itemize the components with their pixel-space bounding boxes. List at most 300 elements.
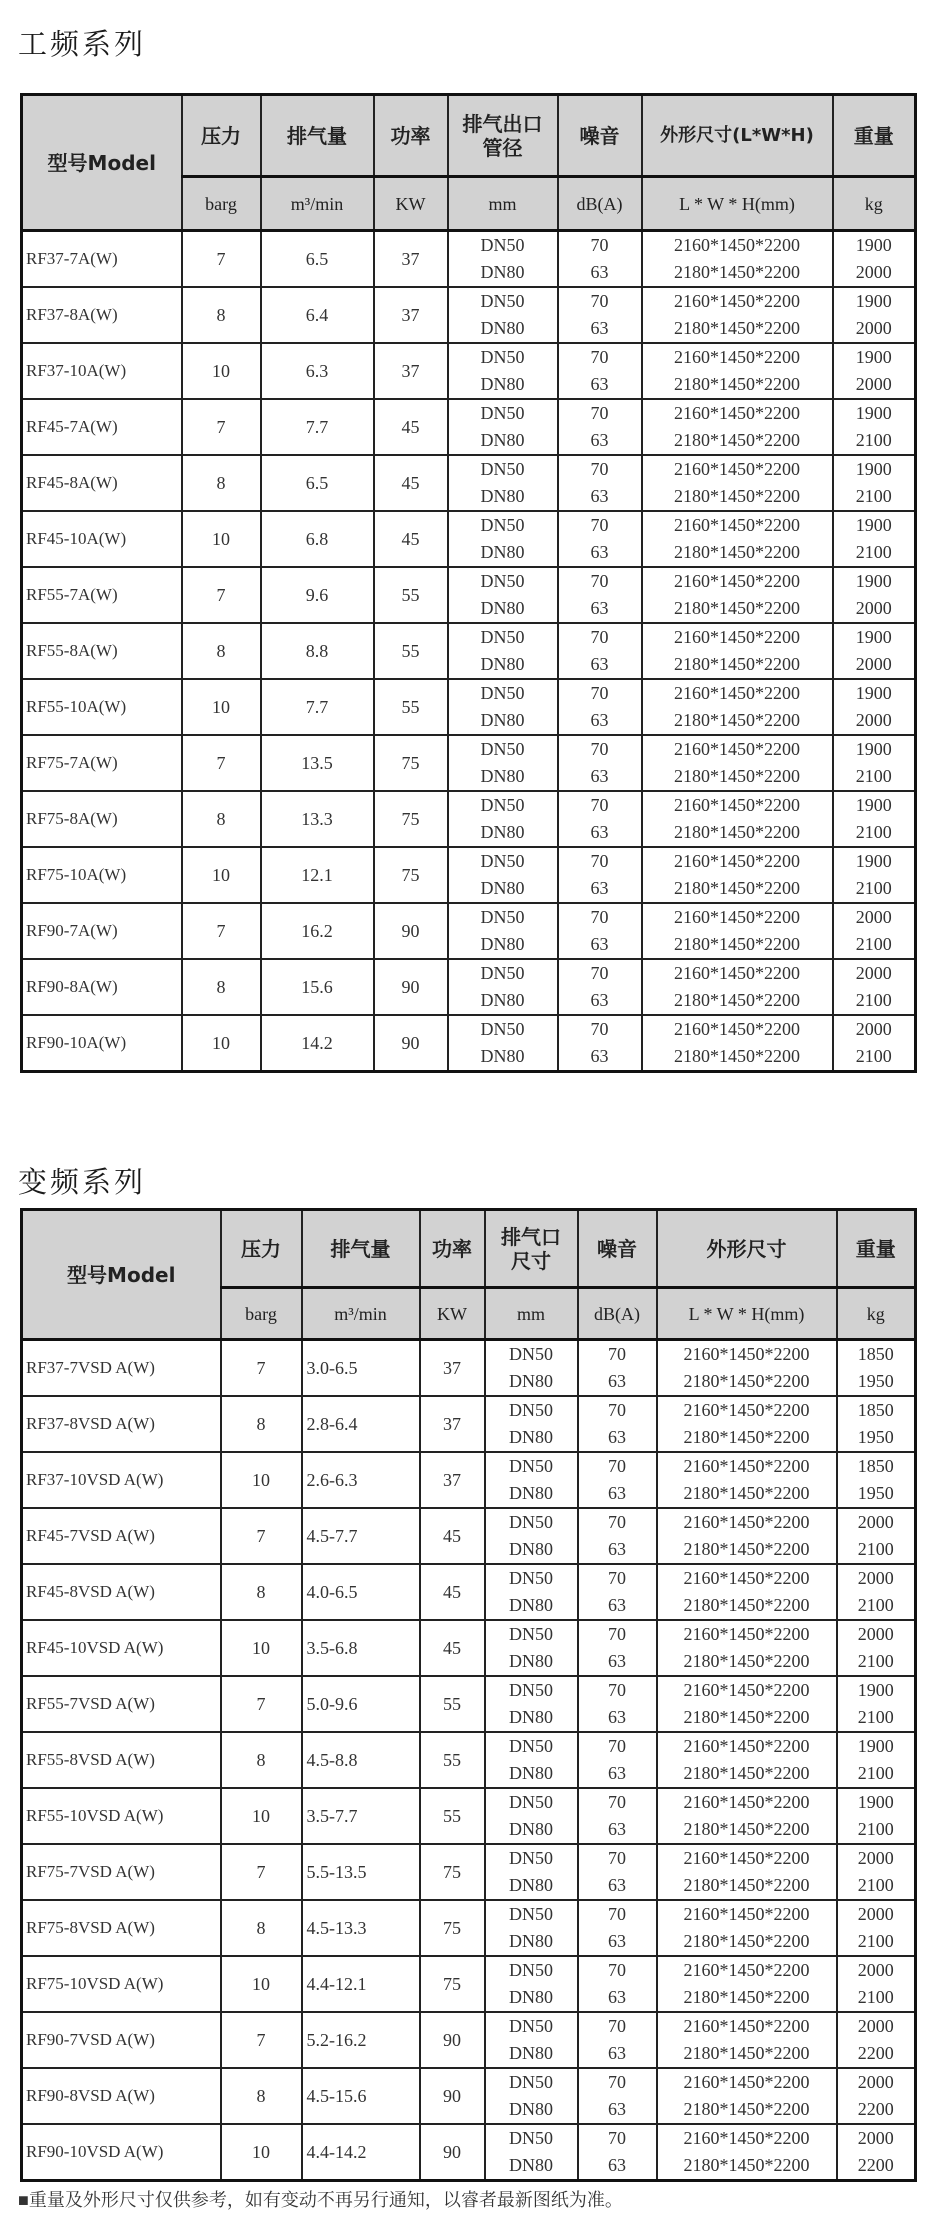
- dims-line: 2180*1450*2200: [683, 1819, 810, 1839]
- cell-outlet: [448, 847, 558, 903]
- table-row: [22, 959, 916, 1015]
- table-row: [22, 2068, 916, 2124]
- cell-dims: [657, 1788, 837, 1844]
- cell-flow: 15.6: [261, 959, 374, 1015]
- cell-pressure: 8: [182, 623, 261, 679]
- cell-dims: [642, 903, 833, 959]
- weight-line: 2000: [855, 1019, 892, 1039]
- outlet-line: DN80: [509, 1595, 553, 1615]
- dims-line: 2160*1450*2200: [683, 1960, 810, 1980]
- outlet-line: DN50: [480, 571, 525, 591]
- weight-line: 2100: [855, 990, 892, 1010]
- table-body: [22, 1340, 916, 2181]
- cell-weight: [837, 2068, 916, 2124]
- cell-flow: 13.5: [261, 735, 374, 791]
- noise-line: 63: [608, 2099, 626, 2119]
- cell-model: RF75-8VSD A(W): [22, 1900, 221, 1956]
- cell-power: 45: [374, 455, 448, 511]
- cell-power: 90: [374, 1015, 448, 1072]
- cell-flow: 8.8: [261, 623, 374, 679]
- cell-model: RF90-10A(W): [22, 1015, 182, 1072]
- weight-line: 1950: [857, 1483, 894, 1503]
- outlet-line: DN50: [480, 963, 525, 983]
- cell-model: RF37-8A(W): [22, 287, 182, 343]
- table-row: [22, 1620, 916, 1676]
- cell-weight: [833, 1015, 916, 1072]
- cell-model: RF45-8VSD A(W): [22, 1564, 221, 1620]
- cell-pressure: 7: [182, 567, 261, 623]
- weight-line: 2100: [855, 766, 892, 786]
- weight-line: 2200: [857, 2043, 894, 2063]
- cell-flow: 6.3: [261, 343, 374, 399]
- noise-line: 70: [590, 795, 609, 815]
- cell-outlet: [448, 343, 558, 399]
- header-pressure: 压力: [221, 1210, 302, 1288]
- noise-line: 63: [590, 654, 609, 674]
- outlet-line: DN80: [480, 598, 525, 618]
- cell-outlet: [448, 679, 558, 735]
- cell-flow: 4.5-7.7: [302, 1508, 420, 1564]
- dims-line: 2180*1450*2200: [683, 1987, 810, 2007]
- noise-line: 70: [590, 571, 609, 591]
- unit-power: KW: [374, 177, 448, 231]
- cell-noise: [578, 1844, 657, 1900]
- dims-line: 2180*1450*2200: [674, 766, 800, 786]
- dims-line: 2180*1450*2200: [674, 654, 800, 674]
- weight-line: 2000: [855, 374, 892, 394]
- outlet-line: DN50: [509, 1568, 553, 1588]
- table-row: [22, 511, 916, 567]
- noise-line: 70: [608, 1680, 626, 1700]
- weight-line: 2100: [855, 542, 892, 562]
- cell-pressure: 7: [221, 1844, 302, 1900]
- footnote: ■重量及外形尺寸仅供参考，如有变动不再另行通知，以睿者最新图纸为准。: [18, 2190, 623, 2210]
- noise-line: 63: [590, 934, 609, 954]
- weight-line: 2100: [855, 1046, 892, 1066]
- dims-line: 2180*1450*2200: [683, 1595, 810, 1615]
- dims-line: 2180*1450*2200: [683, 2155, 810, 2175]
- weight-line: 2100: [855, 430, 892, 450]
- noise-line: 70: [590, 1019, 609, 1039]
- cell-outlet: [485, 1844, 578, 1900]
- weight-line: 2100: [855, 878, 892, 898]
- noise-line: 70: [608, 1736, 626, 1756]
- cell-outlet: [448, 623, 558, 679]
- unit-flow: m³/min: [261, 177, 374, 231]
- dims-line: 2180*1450*2200: [683, 1651, 810, 1671]
- cell-model: RF90-7A(W): [22, 903, 182, 959]
- cell-dims: [657, 1732, 837, 1788]
- cell-flow: 6.4: [261, 287, 374, 343]
- cell-noise: [578, 2124, 657, 2181]
- dims-line: 2180*1450*2200: [674, 1046, 800, 1066]
- cell-dims: [657, 1396, 837, 1452]
- outlet-line: DN80: [480, 710, 525, 730]
- outlet-line: DN50: [480, 851, 525, 871]
- cell-noise: [558, 399, 642, 455]
- cell-flow: 5.5-13.5: [302, 1844, 420, 1900]
- dims-line: 2160*1450*2200: [674, 291, 800, 311]
- cell-power: 55: [420, 1788, 485, 1844]
- table-body: [22, 231, 916, 1072]
- cell-dims: [642, 623, 833, 679]
- unit-outlet: mm: [485, 1288, 578, 1340]
- unit-pressure: barg: [182, 177, 261, 231]
- cell-outlet: [485, 1788, 578, 1844]
- dims-line: 2160*1450*2200: [683, 1680, 810, 1700]
- table-row: [22, 1676, 916, 1732]
- weight-line: 2000: [857, 1848, 894, 1868]
- outlet-line: DN50: [480, 515, 525, 535]
- cell-model: RF90-8A(W): [22, 959, 182, 1015]
- cell-flow: 3.5-6.8: [302, 1620, 420, 1676]
- weight-line: 1900: [857, 1736, 894, 1756]
- header-flow: 排气量: [261, 95, 374, 177]
- unit-dims: L * W * H(mm): [657, 1288, 837, 1340]
- header-weight: 重量: [833, 95, 916, 177]
- table-row: [22, 2124, 916, 2181]
- cell-dims: [657, 1900, 837, 1956]
- table-row: [22, 231, 916, 288]
- cell-outlet: [485, 1676, 578, 1732]
- cell-dims: [642, 231, 833, 288]
- cell-dims: [642, 399, 833, 455]
- cell-model: RF55-10VSD A(W): [22, 1788, 221, 1844]
- weight-line: 2000: [857, 2016, 894, 2036]
- dims-line: 2180*1450*2200: [674, 878, 800, 898]
- cell-pressure: 10: [182, 343, 261, 399]
- cell-model: RF37-7VSD A(W): [22, 1340, 221, 1397]
- outlet-line: DN50: [480, 235, 525, 255]
- table-row: [22, 735, 916, 791]
- dims-line: 2180*1450*2200: [674, 934, 800, 954]
- cell-pressure: 7: [221, 1340, 302, 1397]
- weight-line: 2100: [857, 1539, 894, 1559]
- weight-line: 1950: [857, 1371, 894, 1391]
- cell-power: 37: [420, 1340, 485, 1397]
- dims-line: 2180*1450*2200: [674, 710, 800, 730]
- cell-pressure: 10: [182, 847, 261, 903]
- outlet-line: DN50: [480, 795, 525, 815]
- dims-line: 2160*1450*2200: [683, 1568, 810, 1588]
- cell-outlet: [448, 231, 558, 288]
- cell-flow: 3.0-6.5: [302, 1340, 420, 1397]
- noise-line: 63: [590, 318, 609, 338]
- weight-line: 1900: [855, 347, 892, 367]
- outlet-line: DN80: [480, 878, 525, 898]
- weight-line: 1900: [857, 1680, 894, 1700]
- cell-noise: [578, 1564, 657, 1620]
- noise-line: 63: [590, 990, 609, 1010]
- noise-line: 63: [590, 822, 609, 842]
- cell-pressure: 8: [182, 287, 261, 343]
- cell-power: 75: [374, 847, 448, 903]
- outlet-line: DN80: [509, 1819, 553, 1839]
- noise-line: 70: [608, 1400, 626, 1420]
- dims-line: 2180*1450*2200: [674, 318, 800, 338]
- cell-power: 37: [420, 1396, 485, 1452]
- weight-line: 1900: [855, 291, 892, 311]
- cell-weight: [837, 1620, 916, 1676]
- cell-weight: [833, 399, 916, 455]
- cell-power: 75: [374, 791, 448, 847]
- noise-line: 70: [608, 1512, 626, 1532]
- cell-dims: [642, 959, 833, 1015]
- header-outlet: 排气口尺寸: [485, 1210, 578, 1288]
- cell-model: RF75-10A(W): [22, 847, 182, 903]
- dims-line: 2160*1450*2200: [683, 1400, 810, 1420]
- noise-line: 63: [590, 878, 609, 898]
- weight-line: 1900: [855, 739, 892, 759]
- cell-weight: [837, 2124, 916, 2181]
- dims-line: 2180*1450*2200: [683, 1539, 810, 1559]
- cell-outlet: [448, 567, 558, 623]
- noise-line: 63: [608, 1427, 626, 1447]
- weight-line: 1900: [855, 627, 892, 647]
- dims-line: 2180*1450*2200: [683, 2043, 810, 2063]
- noise-line: 63: [590, 262, 609, 282]
- weight-line: 2100: [857, 1931, 894, 1951]
- cell-weight: [833, 679, 916, 735]
- header-model: 型号Model: [22, 95, 182, 231]
- cell-noise: [578, 2068, 657, 2124]
- cell-flow: 7.7: [261, 399, 374, 455]
- noise-line: 70: [608, 1792, 626, 1812]
- noise-line: 70: [590, 739, 609, 759]
- noise-line: 70: [608, 1456, 626, 1476]
- cell-noise: [578, 1620, 657, 1676]
- outlet-line: DN80: [480, 934, 525, 954]
- cell-model: RF37-7A(W): [22, 231, 182, 288]
- cell-model: RF45-8A(W): [22, 455, 182, 511]
- noise-line: 70: [590, 403, 609, 423]
- weight-line: 2000: [857, 1512, 894, 1532]
- cell-noise: [578, 2012, 657, 2068]
- cell-dims: [657, 1620, 837, 1676]
- header-weight: 重量: [837, 1210, 916, 1288]
- table-row: [22, 1564, 916, 1620]
- cell-pressure: 8: [182, 791, 261, 847]
- dims-line: 2160*1450*2200: [674, 627, 800, 647]
- dims-line: 2160*1450*2200: [683, 1512, 810, 1532]
- cell-flow: 7.7: [261, 679, 374, 735]
- noise-line: 63: [608, 2043, 626, 2063]
- dims-line: 2180*1450*2200: [683, 1427, 810, 1447]
- cell-weight: [837, 1732, 916, 1788]
- outlet-line: DN80: [480, 654, 525, 674]
- weight-line: 2100: [857, 1595, 894, 1615]
- weight-line: 2100: [857, 1875, 894, 1895]
- outlet-line: DN80: [480, 990, 525, 1010]
- noise-line: 63: [608, 1875, 626, 1895]
- noise-line: 63: [590, 1046, 609, 1066]
- outlet-line: DN50: [480, 459, 525, 479]
- table-row: [22, 399, 916, 455]
- cell-dims: [657, 1844, 837, 1900]
- noise-line: 63: [590, 598, 609, 618]
- cell-model: RF75-7A(W): [22, 735, 182, 791]
- weight-line: 2100: [857, 1819, 894, 1839]
- outlet-line: DN80: [509, 2155, 553, 2175]
- noise-line: 70: [590, 347, 609, 367]
- weight-line: 2100: [855, 822, 892, 842]
- cell-dims: [642, 679, 833, 735]
- cell-weight: [837, 1564, 916, 1620]
- cell-dims: [657, 1564, 837, 1620]
- weight-line: 2000: [857, 2128, 894, 2148]
- dims-line: 2180*1450*2200: [674, 486, 800, 506]
- cell-weight: [833, 231, 916, 288]
- cell-flow: 4.5-13.3: [302, 1900, 420, 1956]
- noise-line: 70: [608, 1848, 626, 1868]
- table-row: [22, 1844, 916, 1900]
- outlet-line: DN50: [509, 1344, 553, 1364]
- noise-line: 70: [590, 627, 609, 647]
- header-outlet: 排气出口管径: [448, 95, 558, 177]
- cell-power: 45: [420, 1620, 485, 1676]
- table-row: [22, 1732, 916, 1788]
- cell-outlet: [448, 287, 558, 343]
- dims-line: 2160*1450*2200: [674, 739, 800, 759]
- table-row: [22, 343, 916, 399]
- cell-power: 90: [420, 2068, 485, 2124]
- dims-line: 2160*1450*2200: [683, 1624, 810, 1644]
- cell-pressure: 10: [221, 1452, 302, 1508]
- dims-line: 2180*1450*2200: [674, 542, 800, 562]
- dims-line: 2160*1450*2200: [683, 1904, 810, 1924]
- cell-model: RF45-10VSD A(W): [22, 1620, 221, 1676]
- unit-noise: dB(A): [578, 1288, 657, 1340]
- header-dims: 外形尺寸: [657, 1210, 837, 1288]
- cell-flow: 16.2: [261, 903, 374, 959]
- dims-line: 2160*1450*2200: [674, 907, 800, 927]
- cell-model: RF55-7VSD A(W): [22, 1676, 221, 1732]
- dims-line: 2160*1450*2200: [683, 2072, 810, 2092]
- dims-line: 2180*1450*2200: [674, 374, 800, 394]
- table-row: [22, 679, 916, 735]
- noise-line: 63: [608, 1595, 626, 1615]
- noise-line: 70: [608, 2072, 626, 2092]
- dims-line: 2160*1450*2200: [683, 1792, 810, 1812]
- outlet-line: DN80: [480, 822, 525, 842]
- cell-outlet: [448, 1015, 558, 1072]
- cell-flow: 2.8-6.4: [302, 1396, 420, 1452]
- table-row: [22, 1396, 916, 1452]
- table-row: [22, 1900, 916, 1956]
- cell-outlet: [448, 455, 558, 511]
- cell-power: 90: [374, 903, 448, 959]
- cell-model: RF45-10A(W): [22, 511, 182, 567]
- cell-pressure: 10: [182, 511, 261, 567]
- cell-weight: [833, 343, 916, 399]
- weight-line: 2000: [857, 1904, 894, 1924]
- outlet-line: DN50: [480, 627, 525, 647]
- cell-weight: [833, 455, 916, 511]
- cell-model: RF55-8VSD A(W): [22, 1732, 221, 1788]
- noise-line: 70: [608, 1344, 626, 1364]
- cell-weight: [837, 2012, 916, 2068]
- cell-dims: [642, 567, 833, 623]
- cell-flow: 4.4-12.1: [302, 1956, 420, 2012]
- weight-line: 1900: [855, 571, 892, 591]
- cell-dims: [657, 1956, 837, 2012]
- dims-line: 2180*1450*2200: [674, 990, 800, 1010]
- noise-line: 70: [590, 907, 609, 927]
- noise-line: 63: [608, 1819, 626, 1839]
- cell-dims: [642, 847, 833, 903]
- weight-line: 2100: [855, 486, 892, 506]
- cell-flow: 6.5: [261, 231, 374, 288]
- cell-noise: [578, 1508, 657, 1564]
- cell-pressure: 10: [221, 1620, 302, 1676]
- header-power: 功率: [420, 1210, 485, 1288]
- outlet-line: DN80: [509, 1707, 553, 1727]
- table-row: [22, 1452, 916, 1508]
- cell-weight: [837, 1676, 916, 1732]
- cell-pressure: 10: [221, 2124, 302, 2181]
- cell-noise: [558, 623, 642, 679]
- weight-line: 2000: [857, 1568, 894, 1588]
- outlet-line: DN80: [480, 542, 525, 562]
- weight-line: 2000: [855, 318, 892, 338]
- cell-weight: [837, 1340, 916, 1397]
- noise-line: 63: [608, 1483, 626, 1503]
- outlet-line: DN50: [480, 291, 525, 311]
- dims-line: 2160*1450*2200: [683, 1344, 810, 1364]
- cell-flow: 9.6: [261, 567, 374, 623]
- dims-line: 2160*1450*2200: [674, 571, 800, 591]
- unit-noise: dB(A): [558, 177, 642, 231]
- cell-dims: [657, 2124, 837, 2181]
- weight-line: 2000: [855, 654, 892, 674]
- dims-line: 2180*1450*2200: [683, 1931, 810, 1951]
- cell-flow: 4.4-14.2: [302, 2124, 420, 2181]
- cell-outlet: [485, 1452, 578, 1508]
- weight-line: 1900: [855, 235, 892, 255]
- cell-noise: [558, 847, 642, 903]
- dims-line: 2160*1450*2200: [683, 2016, 810, 2036]
- noise-line: 63: [608, 1539, 626, 1559]
- noise-line: 63: [590, 710, 609, 730]
- outlet-line: DN80: [480, 486, 525, 506]
- noise-line: 70: [590, 683, 609, 703]
- dims-line: 2160*1450*2200: [674, 1019, 800, 1039]
- noise-line: 70: [590, 515, 609, 535]
- header-noise: 噪音: [558, 95, 642, 177]
- dims-line: 2180*1450*2200: [674, 430, 800, 450]
- outlet-line: DN50: [509, 1512, 553, 1532]
- cell-flow: 5.0-9.6: [302, 1676, 420, 1732]
- cell-dims: [642, 1015, 833, 1072]
- cell-power: 45: [420, 1564, 485, 1620]
- dims-line: 2160*1450*2200: [683, 1848, 810, 1868]
- weight-line: 2100: [857, 1651, 894, 1671]
- outlet-line: DN50: [509, 2128, 553, 2148]
- cell-pressure: 8: [221, 1900, 302, 1956]
- header-dims: 外形尺寸(L*W*H): [642, 95, 833, 177]
- cell-model: RF37-8VSD A(W): [22, 1396, 221, 1452]
- noise-line: 70: [590, 235, 609, 255]
- cell-noise: [578, 1452, 657, 1508]
- outlet-line: DN80: [509, 1539, 553, 1559]
- outlet-line: DN80: [480, 318, 525, 338]
- noise-line: 63: [590, 766, 609, 786]
- cell-weight: [833, 903, 916, 959]
- cell-noise: [558, 511, 642, 567]
- cell-weight: [833, 511, 916, 567]
- cell-model: RF55-7A(W): [22, 567, 182, 623]
- cell-noise: [558, 959, 642, 1015]
